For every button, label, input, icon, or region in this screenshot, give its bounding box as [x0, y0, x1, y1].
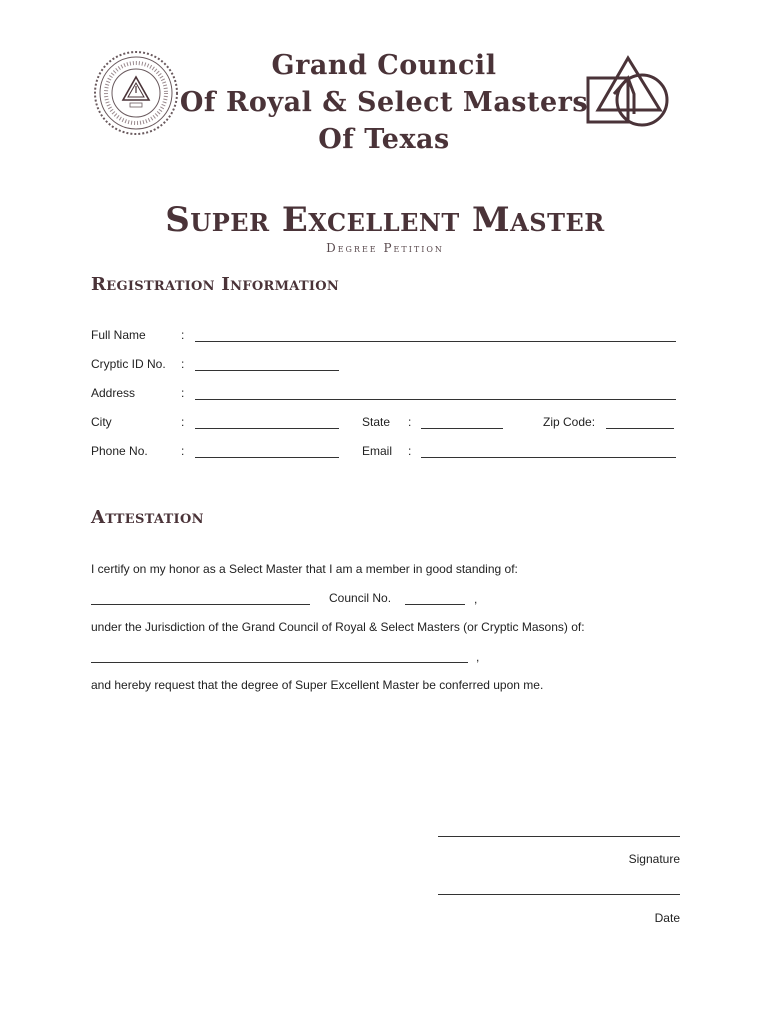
city-field[interactable]: [195, 428, 339, 429]
colon: :: [181, 386, 185, 400]
attestation-line-3: under the Jurisdiction of the Grand Council of Royal & Select Masters (or Cryptic Masons) of:: [91, 620, 585, 634]
zip-field[interactable]: [606, 428, 674, 429]
cryptic-id-field[interactable]: [195, 370, 339, 371]
attestation-line-5: and hereby request that the degree of Super Excellent Master be conferred upon me.: [91, 678, 544, 692]
signature-label: Signature: [628, 852, 680, 866]
cryptic-masons-emblem: [584, 54, 672, 130]
city-label: City: [91, 415, 112, 429]
state-label: State: [362, 415, 391, 429]
colon: :: [408, 444, 412, 458]
full-name-label: Full Name: [91, 328, 146, 342]
header-line-1: Grand Council: [271, 50, 497, 81]
colon: :: [181, 444, 185, 458]
comma: ,: [474, 592, 478, 606]
zip-label: Zip Code:: [543, 415, 596, 429]
jurisdiction-field[interactable]: [91, 662, 468, 663]
council-no-field[interactable]: [405, 604, 465, 605]
date-field[interactable]: [438, 894, 680, 895]
colon: :: [408, 415, 412, 429]
colon: :: [181, 357, 185, 371]
registration-heading: Registration Information: [91, 274, 340, 295]
email-field[interactable]: [421, 457, 676, 458]
comma: ,: [476, 650, 480, 664]
colon: :: [181, 328, 185, 342]
attestation-line-1: I certify on my honor as a Select Master that I am a member in good standing of:: [91, 562, 518, 576]
state-field[interactable]: [421, 428, 503, 429]
attestation-heading: Attestation: [91, 507, 204, 528]
phone-label: Phone No.: [91, 444, 148, 458]
colon: :: [181, 415, 185, 429]
document-title: Super Excellent Master: [165, 200, 605, 240]
council-name-field[interactable]: [91, 604, 310, 605]
signature-field[interactable]: [438, 836, 680, 837]
document-subtitle: Degree Petition: [326, 241, 444, 255]
address-label: Address: [91, 386, 136, 400]
header-line-2: Of Royal & Select Masters: [179, 87, 589, 118]
email-label: Email: [362, 444, 393, 458]
phone-field[interactable]: [195, 457, 339, 458]
header-line-3: Of Texas: [318, 124, 450, 155]
address-field[interactable]: [195, 399, 676, 400]
date-label: Date: [654, 911, 680, 925]
council-no-label: Council No.: [329, 591, 392, 605]
full-name-field[interactable]: [195, 341, 676, 342]
cryptic-id-label: Cryptic ID No.: [91, 357, 166, 371]
